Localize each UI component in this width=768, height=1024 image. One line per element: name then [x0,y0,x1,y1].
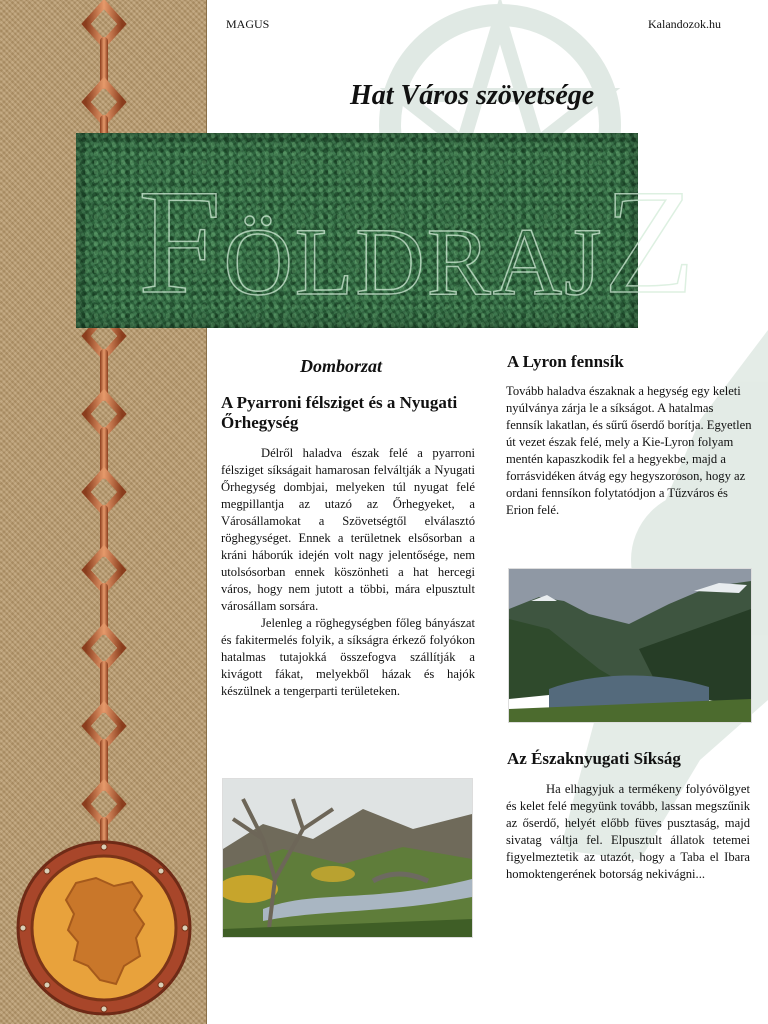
header-left-label: MAGUS [226,17,270,31]
page-title: Hat Város szövetsége [350,80,595,111]
article-body-lyron [506,383,752,519]
paragraph: Délről haladva észak felé a pyarroni félsziget síkságait hamarosan felváltják a Nyugati Őrhegység dombjai, melyeken túl nyugat felé megpillantja az utazó az Őrhegyeket, a Városállamokat a Szövetségtől elválasztó röghegységet. Ennek a területnek elsősorban a kráni háborúk idején volt nagy jelentősége, nem utolsósorban ennek köszönheti a hat hercegi város, hogy nem jutott a többi, mára elpusztult városállam sorsára. [221,446,475,613]
medallion-map-icon [14,838,194,1018]
article-title-pyarron: A Pyarroni félsziget és a Nyugati Őrhegység [221,393,458,432]
header-right-label: Kalandozok.hu [648,17,721,31]
chain-ornament [72,0,136,860]
paragraph: Tovább haladva északnak a hegység egy keleti nyúlványa zárja le a síkságot. A hatalmas fennsík lakatlan, és sűrű őserdő borítja. Egyetlen út vezet észak felé, mely a Kie-Lyron folyam mentén kapaszkodik fel a hegyekbe, majd a forrásvidéken átvág egy hegyszoroson, hogy az ordani fennsíkon folytatódjon a Tűzváros és Erion felé. [506,384,752,517]
article-title-lyron: A Lyron fennsík [507,352,624,371]
banner-lettering [138,147,698,325]
section-heading: Domborzat [300,356,383,376]
fjord-photo [508,568,752,723]
banner-letter-last: Z [603,159,698,325]
paragraph: Jelenleg a röghegységben főleg bányászat és fakitermelés folyik, a síkságra érkező folyókon hatalmas tutajokká összefogva szállítják a kivágott fákat, melyekből házak és hajók készülnek a tengerparti területeken. [221,616,475,698]
paragraph: Ha elhagyjuk a termékeny folyóvölgyet és kelet felé megyünk tovább, lassan megszűnik az őserdő, helyét előbb füves pusztaság, majd sivatag váltja fel. Elpusztult állatok tetemei figyelmeztetik az utazót, hogy a Taba el Ibara homoktengerének botorság nekivágni... [506,782,750,881]
river-valley-photo [222,778,473,938]
article-body-northwest [506,781,750,883]
banner-letters-middle: ÖLDRAJ [223,208,604,315]
banner-letter-first: F [138,159,224,325]
title-banner [76,133,698,328]
article-title-northwest: Az Északnyugati Síkság [507,749,681,768]
article-body-pyarron [221,445,475,700]
